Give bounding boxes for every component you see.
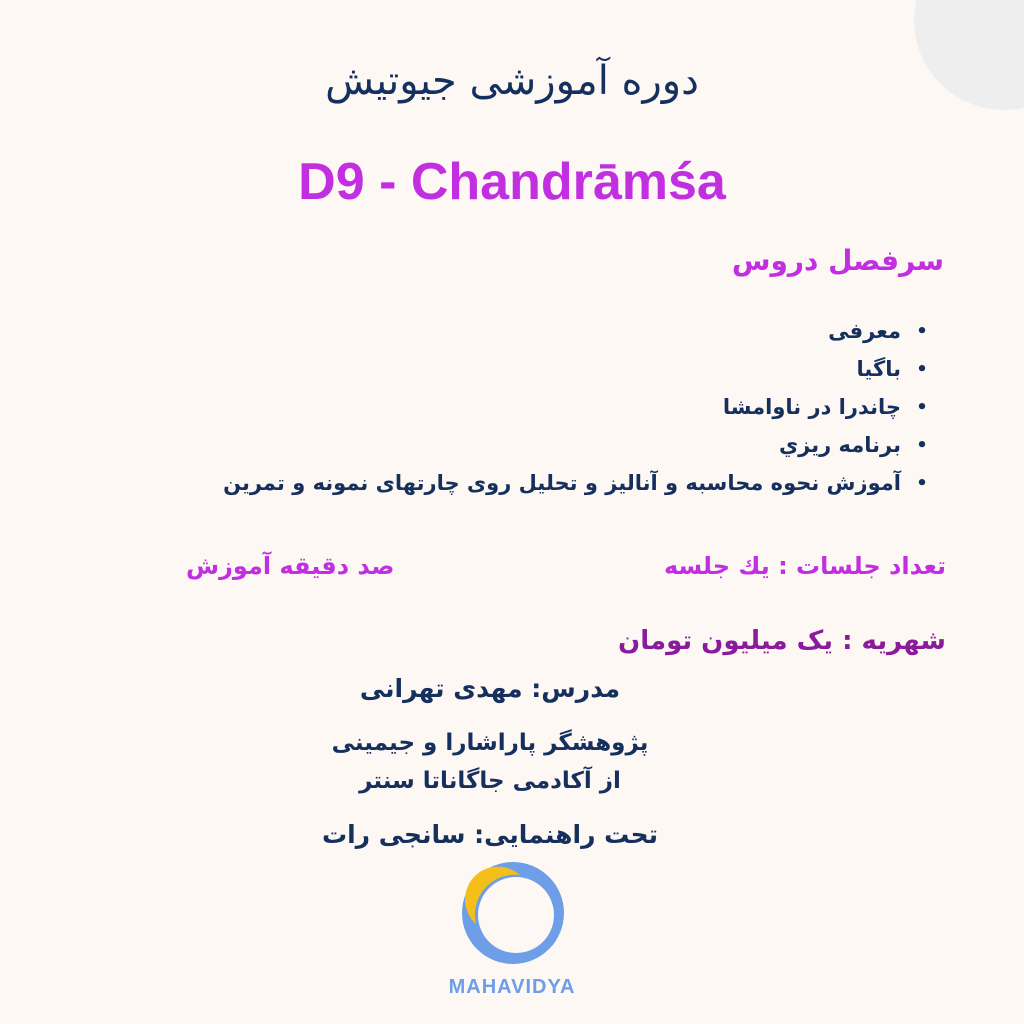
syllabus-heading: سرفصل دروس xyxy=(731,244,944,277)
syllabus-item xyxy=(223,350,929,388)
mahavidya-logo-icon xyxy=(462,862,564,964)
syllabus-item xyxy=(223,312,929,350)
syllabus-item-label: باگیا xyxy=(856,357,901,381)
syllabus-item xyxy=(223,388,929,426)
page-title: دوره آموزشی جیوتیش xyxy=(325,58,699,104)
bullet-icon: • xyxy=(916,321,928,342)
supervisor-name: تحت راهنمایی: سانجی رات xyxy=(321,820,659,849)
instructor-role-line-2: از آکادمی جاگاناتا سنتر xyxy=(359,768,621,794)
bullet-icon: • xyxy=(916,473,928,494)
session-count: تعداد جلسات : یك جلسه xyxy=(663,552,946,580)
bullet-icon: • xyxy=(916,435,928,456)
syllabus-item xyxy=(223,426,929,464)
syllabus-list xyxy=(223,312,929,502)
bullet-icon: • xyxy=(916,359,928,380)
logo-wordmark: MAHAVIDYA xyxy=(448,976,576,998)
instructor-role-line-1: پژوهشگر پاراشارا و جیمینی xyxy=(331,730,649,756)
bullet-icon: • xyxy=(916,397,928,418)
session-duration: صد دقیقه آموزش xyxy=(186,552,395,580)
logo-graphic xyxy=(462,862,564,964)
syllabus-item xyxy=(223,464,929,502)
syllabus-item-label: آموزش نحوه محاسبه و آنالیز و تحلیل روی چارتهای نمونه و تمرین xyxy=(223,471,901,495)
syllabus-item-label: چاندرا در ناوامشا xyxy=(722,395,901,419)
tuition-fee: شهریه : یک میلیون تومان xyxy=(618,626,946,656)
course-code-title: D9 - Chandrāmśa xyxy=(298,153,726,211)
syllabus-item-label: برنامه ریزي xyxy=(778,433,901,457)
syllabus-item-label: معرفی xyxy=(828,319,901,343)
instructor-name: مدرس: مهدی تهرانی xyxy=(359,674,621,703)
